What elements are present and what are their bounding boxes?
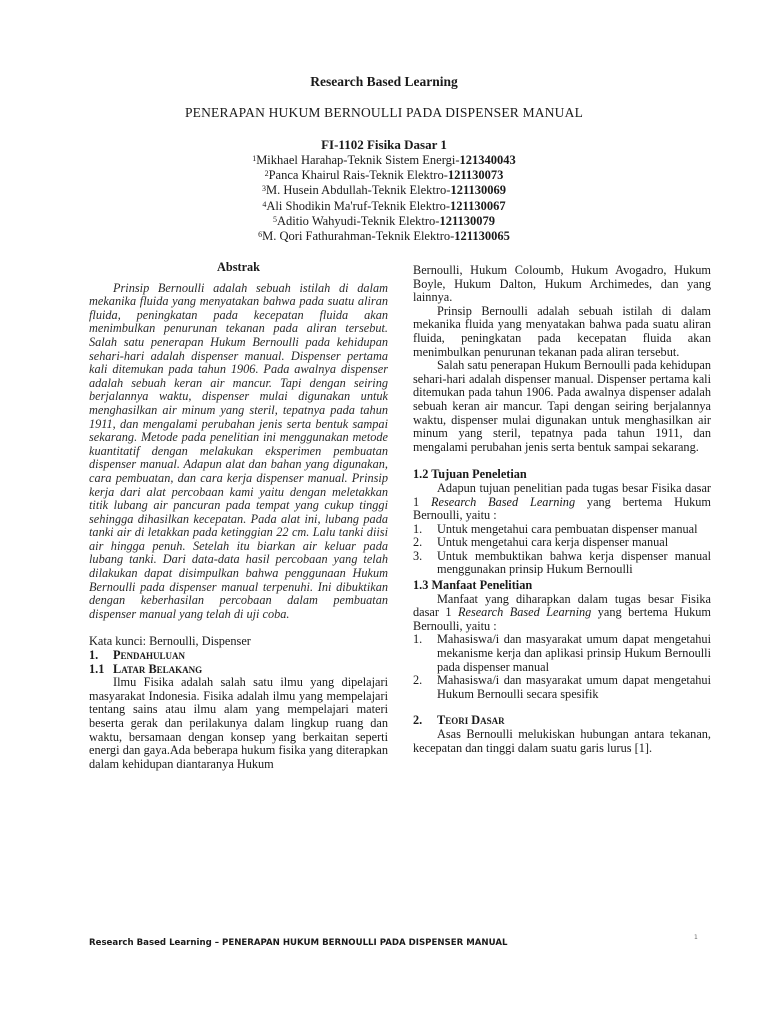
page-footer: Research Based Learning – PENERAPAN HUKUM BERNOULLI PADA DISPENSER MANUAL [89,938,508,948]
objectives-list [413,523,711,577]
document-title: Research Based Learning [310,74,458,89]
section-heading-benefits: 1.3 Manfaat Penelitian [413,578,533,593]
section-heading-theory: 2. Teori Dasar [413,713,505,728]
paragraph: Bernoulli, Hukum Coloumb, Hukum Avogadro, Hukum Boyle, Hukum Dalton, Hukum Archimedes, dan yang lainnya. [413,263,711,305]
page-number: 1 [694,934,698,941]
list-item: 1. Untuk mengetahui cara pembuatan dispenser manual [413,521,698,536]
keywords: Kata kunci: Bernoulli, Dispenser [89,634,251,649]
author-line: $^2$Panca Khairul Rais-Teknik Elektro-121130073 [264,168,504,183]
paragraph: Asas Bernoulli melukiskan hubungan antara tekanan, kecepatan dan tinggi dalam suatu garis lurus [1]. [413,727,711,755]
abstract-heading: Abstrak [216,260,261,274]
list-item: 3. Untuk membuktikan bahwa kerja dispenser manual menggunakan prinsip Hukum Bernoulli [413,548,711,577]
right-column [413,264,711,755]
section-heading-background: 1.1 Latar Belakang [89,661,203,676]
paragraph: Ilmu Fisika adalah salah satu ilmu yang dipelajari masyarakat Indonesia. Fisika adalah ilmu yang mempelajari tentang sains atau ilmu alam yang mempelajari materi beserta gerak dan perilakunya dalam lingkup ruang dan waktu, bersamaan dengan konsep yang berkaitan seperti energi dan gaya.Ada beberapa hukum fisika yang diterapkan dalam kehidupan diantaranya Hukum [89,675,388,771]
author-list [0,153,768,244]
author-line: $^3$M. Husein Abdullah-Teknik Elektro-121130069 [261,183,507,198]
paper-title: PENERAPAN HUKUM BERNOULLI PADA DISPENSER MANUAL [184,105,584,120]
paragraph: Prinsip Bernoulli adalah sebuah istilah di dalam mekanika fluida yang menyatakan bahwa pada suatu aliran fluida, peningkatan pada kecepatan fluida akan menimbulkan penurunan tekanan pada aliran tersebut. [413,303,711,359]
list-item: 2. Mahasiswa/i dan masyarakat umum dapat mengetahui Hukum Bernoulli secara spesifik [413,673,711,701]
list-item: 1. Mahasiswa/i dan masyarakat umum dapat mengetahui mekanisme kerja dan aplikasi prinsip Hukum Bernoulli pada dispenser manual [413,632,711,674]
abstract-text: Prinsip Bernoulli adalah sebuah istilah di dalam mekanika fluida yang menyatakan bahwa pada suatu aliran fluida, peningkatan pada kecepatan fluida akan menimbulkan penurunan tekanan pada aliran tersebut. Salah satu penerapan Hukum Bernoulli pada kehidupan sehari-hari adalah dispenser manual. Dispenser pertama kali ditemukan pada tahun 1906. Pada awalnya dispenser adalah sebuah keran air mancur. Tapi dengan seiring berjalannya waktu, dispenser mulai digunakan untuk menghasilkan air minum yang steril, tepatnya pada tahun 1911, dan mengalami perubahan jenis serta bentuk sampai sekarang. Metode pada penelitian ini menggunakan metode kuantitatif dengan melakukan eksperimen pembuatan dispenser manual. Adapun alat dan bahan yang digunakan, cara pembuatan, dan cara kerja dispenser manual. Prinsip kerja dari alat percobaan kami yaitu dengan meletakkan titik lubang air pancuran pada tempat yang cukup tinggi sehingga dihasilkan kecepatan. Pada alat ini, lubang pada tanki air di letakkan pada ketinggian 22 cm. Lalu tanki diisi air hingga penuh. Setelah itu biarkan air keluar pada lubang tanki. Dari data-data hasil percobaan yang telah dilakukan dapat disimpulkan bahwa penggunaan Hukum Bernoulli pada dispenser manual terpenuhi. Ini dibuktikan dengan keberhasilan percobaan dalam pembuatan dispenser manual yang telah di uji coba. [89,280,388,621]
benefits-list [413,633,711,701]
paragraph: Adapun tujuan penelitian pada tugas besar Fisika dasar 1 Research Based Learning yang bertema Hukum Bernoulli, yaitu : [413,480,711,523]
paragraph: Salah satu penerapan Hukum Bernoulli pada kehidupan sehari-hari adalah dispenser manual. Dispenser pertama kali ditemukan pada tahun 1906. Pada awalnya dispenser adalah sebuah keran air mancur. Tapi dengan seiring berjalannya waktu, dispenser mulai digunakan untuk menghasilkan air minum yang steril, tepatnya pada tahun 1911, dan mengalami perubahan jenis serta bentuk sampai sekarang. [413,358,711,454]
section-heading-objectives: 1.2 Tujuan Peneletian [413,467,527,482]
author-line: $^1$Mikhael Harahap-Teknik Sistem Energi-121340043 [252,153,516,167]
section-heading-introduction: 1. Pendahuluan [89,648,186,663]
course-code: FI-1102 Fisika Dasar 1 [321,137,447,152]
list-item: 2. Untuk mengetahui cara kerja dispenser manual [413,535,669,550]
author-line: $^4$Ali Shodikin Ma'ruf-Teknik Elektro-121130067 [262,198,506,213]
left-column [89,261,388,771]
paragraph: Manfaat yang diharapkan dalam tugas besar Fisika dasar 1 Research Based Learning yang bertema Hukum Bernoulli, yaitu : [413,591,711,633]
author-line: $^5$Aditio Wahyudi-Teknik Elektro-121130079 [272,213,495,228]
author-line: $^6$M. Qori Fathurahman-Teknik Elektro-121130065 [258,229,510,244]
